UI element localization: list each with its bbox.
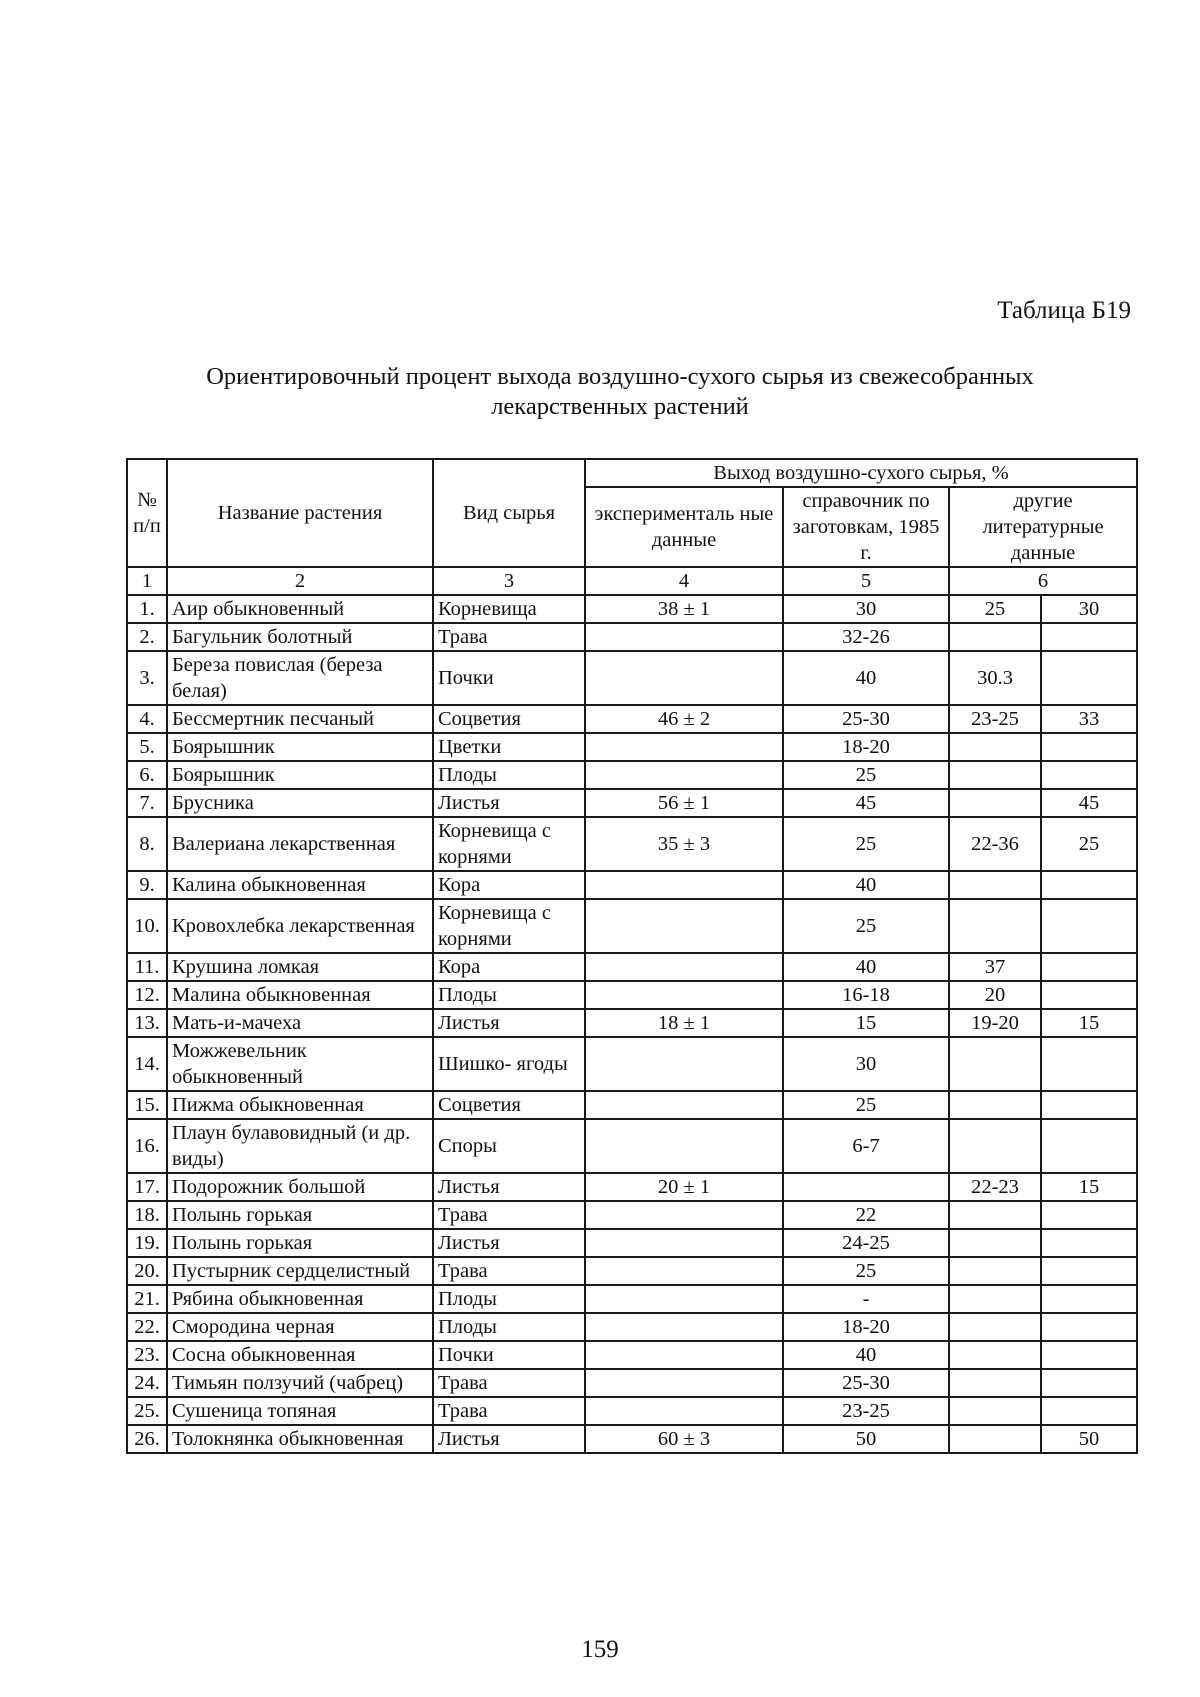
literature-value-1 [949,1397,1041,1425]
reference-value: - [783,1285,949,1313]
literature-value-2 [1041,1397,1137,1425]
plant-name: Багульник болотный [167,623,433,651]
literature-value-1: 20 [949,981,1041,1009]
raw-type: Кора [433,871,585,899]
literature-value-1: 23-25 [949,705,1041,733]
literature-value-2: 30 [1041,595,1137,623]
literature-value-2 [1041,1037,1137,1091]
table-row [127,1091,1137,1119]
raw-type: Плоды [433,761,585,789]
plant-name: Береза повислая (береза белая) [167,651,433,705]
experimental-value: 46 ± 2 [585,705,783,733]
row-number: 23. [127,1341,167,1369]
raw-type: Листья [433,789,585,817]
literature-value-1: 30.3 [949,651,1041,705]
table-row [127,623,1137,651]
experimental-value [585,1201,783,1229]
reference-value: 25-30 [783,1369,949,1397]
reference-value: 16-18 [783,981,949,1009]
plant-name: Можжевельник обыкновенный [167,1037,433,1091]
reference-value: 40 [783,871,949,899]
plant-name: Боярышник [167,733,433,761]
table-row [127,595,1137,623]
raw-type: Плоды [433,981,585,1009]
row-number: 1. [127,595,167,623]
table-row [127,1397,1137,1425]
plant-name: Тимьян ползучий (чабрец) [167,1369,433,1397]
table-row [127,953,1137,981]
header-raw-type: Вид сырья [433,459,585,567]
plant-name: Мать-и-мачеха [167,1009,433,1037]
reference-value: 18-20 [783,733,949,761]
header-other-literature: другие литературные данные [949,487,1137,567]
experimental-value [585,1369,783,1397]
literature-value-2 [1041,1257,1137,1285]
literature-value-2 [1041,1313,1137,1341]
reference-value: 25 [783,1091,949,1119]
literature-value-1 [949,1229,1041,1257]
row-number: 20. [127,1257,167,1285]
experimental-value: 35 ± 3 [585,817,783,871]
reference-value: 40 [783,1341,949,1369]
literature-value-2 [1041,871,1137,899]
experimental-value [585,1341,783,1369]
row-number: 7. [127,789,167,817]
plant-name: Сушеница топяная [167,1397,433,1425]
table-row [127,899,1137,953]
table-row [127,1341,1137,1369]
raw-type: Трава [433,623,585,651]
raw-type: Шишко- ягоды [433,1037,585,1091]
table-row [127,981,1137,1009]
table-row [127,705,1137,733]
row-number: 21. [127,1285,167,1313]
reference-value: 18-20 [783,1313,949,1341]
column-number: 5 [783,567,949,595]
literature-value-1 [949,1037,1041,1091]
raw-type: Листья [433,1173,585,1201]
plant-name: Смородина черная [167,1313,433,1341]
experimental-value [585,1037,783,1091]
literature-value-1: 37 [949,953,1041,981]
literature-value-1: 22-36 [949,817,1041,871]
row-number: 3. [127,651,167,705]
raw-type: Корневища [433,595,585,623]
reference-value: 25 [783,761,949,789]
literature-value-1 [949,1119,1041,1173]
raw-type: Листья [433,1425,585,1453]
row-number: 18. [127,1201,167,1229]
literature-value-2 [1041,1285,1137,1313]
plant-name: Полынь горькая [167,1201,433,1229]
literature-value-1 [949,899,1041,953]
literature-value-2 [1041,1229,1137,1257]
literature-value-1 [949,1201,1041,1229]
reference-value: 25-30 [783,705,949,733]
experimental-value [585,733,783,761]
column-number: 4 [585,567,783,595]
raw-type: Плоды [433,1285,585,1313]
table-row [127,1425,1137,1453]
literature-value-1 [949,871,1041,899]
literature-value-2 [1041,953,1137,981]
header-row-top [127,459,1137,487]
table-row [127,761,1137,789]
header-num: № п/п [127,459,167,567]
literature-value-1: 25 [949,595,1041,623]
experimental-value [585,1119,783,1173]
experimental-value: 60 ± 3 [585,1425,783,1453]
raw-type: Трава [433,1397,585,1425]
experimental-value [585,1229,783,1257]
plant-name: Крушина ломкая [167,953,433,981]
literature-value-1 [949,1313,1041,1341]
experimental-value [585,871,783,899]
row-number: 25. [127,1397,167,1425]
literature-value-2 [1041,1119,1137,1173]
row-number: 10. [127,899,167,953]
experimental-value [585,1285,783,1313]
table-row [127,1369,1137,1397]
table-row [127,1009,1137,1037]
column-number: 6 [949,567,1137,595]
table-row [127,1037,1137,1091]
literature-value-1 [949,623,1041,651]
literature-value-2: 15 [1041,1009,1137,1037]
reference-value: 22 [783,1201,949,1229]
raw-type: Плоды [433,1313,585,1341]
table-row [127,817,1137,871]
reference-value [783,1173,949,1201]
yield-table [126,458,1138,1454]
plant-name: Полынь горькая [167,1229,433,1257]
literature-value-2 [1041,733,1137,761]
header-yield-group: Выход воздушно-сухого сырья, % [585,459,1137,487]
reference-value: 25 [783,899,949,953]
raw-type: Листья [433,1009,585,1037]
literature-value-1 [949,1425,1041,1453]
literature-value-2 [1041,981,1137,1009]
raw-type: Листья [433,1229,585,1257]
experimental-value [585,1313,783,1341]
plant-name: Плаун булавовидный (и др. виды) [167,1119,433,1173]
header-reference: справочник по заготовкам, 1985 г. [783,487,949,567]
reference-value: 25 [783,817,949,871]
literature-value-1 [949,1257,1041,1285]
literature-value-2 [1041,1091,1137,1119]
column-number: 2 [167,567,433,595]
table-row [127,1313,1137,1341]
document-title: Ориентировочный процент выхода воздушно-сухого сырья из свежесобранных лекарственных растений [206,363,1034,420]
header-experimental: эксперименталь ные данные [585,487,783,567]
page-number: 159 [581,1636,619,1663]
literature-value-1 [949,1091,1041,1119]
raw-type: Почки [433,651,585,705]
column-number-row [127,567,1137,595]
literature-value-2 [1041,1201,1137,1229]
reference-value: 40 [783,953,949,981]
experimental-value [585,899,783,953]
raw-type: Трава [433,1201,585,1229]
experimental-value [585,761,783,789]
experimental-value [585,953,783,981]
raw-type: Цветки [433,733,585,761]
plant-name: Аир обыкновенный [167,595,433,623]
raw-type: Корневища с корнями [433,899,585,953]
table-row [127,789,1137,817]
plant-name: Пустырник сердцелистный [167,1257,433,1285]
row-number: 12. [127,981,167,1009]
literature-value-1 [949,1369,1041,1397]
table-row [127,1257,1137,1285]
plant-name: Валериана лекарственная [167,817,433,871]
literature-value-2 [1041,1341,1137,1369]
raw-type: Споры [433,1119,585,1173]
column-number: 1 [127,567,167,595]
row-number: 4. [127,705,167,733]
table-row [127,871,1137,899]
literature-value-2 [1041,899,1137,953]
experimental-value [585,981,783,1009]
plant-name: Рябина обыкновенная [167,1285,433,1313]
table-row [127,1229,1137,1257]
literature-value-1 [949,1341,1041,1369]
raw-type: Почки [433,1341,585,1369]
raw-type: Корневища с корнями [433,817,585,871]
plant-name: Толокнянка обыкновенная [167,1425,433,1453]
experimental-value [585,651,783,705]
experimental-value: 56 ± 1 [585,789,783,817]
row-number: 24. [127,1369,167,1397]
reference-value: 6-7 [783,1119,949,1173]
table-row [127,733,1137,761]
row-number: 2. [127,623,167,651]
literature-value-2: 25 [1041,817,1137,871]
row-number: 14. [127,1037,167,1091]
row-number: 5. [127,733,167,761]
experimental-value: 20 ± 1 [585,1173,783,1201]
plant-name: Боярышник [167,761,433,789]
literature-value-1 [949,761,1041,789]
literature-value-1 [949,733,1041,761]
reference-value: 24-25 [783,1229,949,1257]
literature-value-1 [949,1285,1041,1313]
table-row [127,651,1137,705]
row-number: 19. [127,1229,167,1257]
literature-value-2: 50 [1041,1425,1137,1453]
raw-type: Трава [433,1369,585,1397]
literature-value-1: 22-23 [949,1173,1041,1201]
row-number: 8. [127,817,167,871]
plant-name: Сосна обыкновенная [167,1341,433,1369]
table-label: Таблица Б19 [997,297,1131,324]
table-row [127,1173,1137,1201]
header-plant-name: Название растения [167,459,433,567]
plant-name: Пижма обыкновенная [167,1091,433,1119]
literature-value-2: 15 [1041,1173,1137,1201]
literature-value-2 [1041,651,1137,705]
literature-value-2 [1041,623,1137,651]
raw-type: Соцветия [433,705,585,733]
row-number: 26. [127,1425,167,1453]
reference-value: 30 [783,595,949,623]
literature-value-2 [1041,1369,1137,1397]
plant-name: Бессмертник песчаный [167,705,433,733]
plant-name: Малина обыкновенная [167,981,433,1009]
literature-value-1: 19-20 [949,1009,1041,1037]
reference-value: 25 [783,1257,949,1285]
reference-value: 50 [783,1425,949,1453]
experimental-value [585,1397,783,1425]
reference-value: 30 [783,1037,949,1091]
experimental-value [585,1091,783,1119]
plant-name: Кровохлебка лекарственная [167,899,433,953]
row-number: 17. [127,1173,167,1201]
literature-value-2 [1041,761,1137,789]
row-number: 16. [127,1119,167,1173]
raw-type: Соцветия [433,1091,585,1119]
literature-value-1 [949,789,1041,817]
row-number: 22. [127,1313,167,1341]
table-row [127,1285,1137,1313]
literature-value-2: 33 [1041,705,1137,733]
experimental-value: 18 ± 1 [585,1009,783,1037]
table-row [127,1201,1137,1229]
plant-name: Подорожник большой [167,1173,433,1201]
literature-value-2: 45 [1041,789,1137,817]
reference-value: 40 [783,651,949,705]
reference-value: 45 [783,789,949,817]
table-row [127,1119,1137,1173]
reference-value: 32-26 [783,623,949,651]
plant-name: Калина обыкновенная [167,871,433,899]
row-number: 13. [127,1009,167,1037]
raw-type: Кора [433,953,585,981]
experimental-value: 38 ± 1 [585,595,783,623]
reference-value: 23-25 [783,1397,949,1425]
plant-name: Брусника [167,789,433,817]
row-number: 15. [127,1091,167,1119]
experimental-value [585,623,783,651]
experimental-value [585,1257,783,1285]
row-number: 6. [127,761,167,789]
raw-type: Трава [433,1257,585,1285]
row-number: 11. [127,953,167,981]
row-number: 9. [127,871,167,899]
column-number: 3 [433,567,585,595]
reference-value: 15 [783,1009,949,1037]
